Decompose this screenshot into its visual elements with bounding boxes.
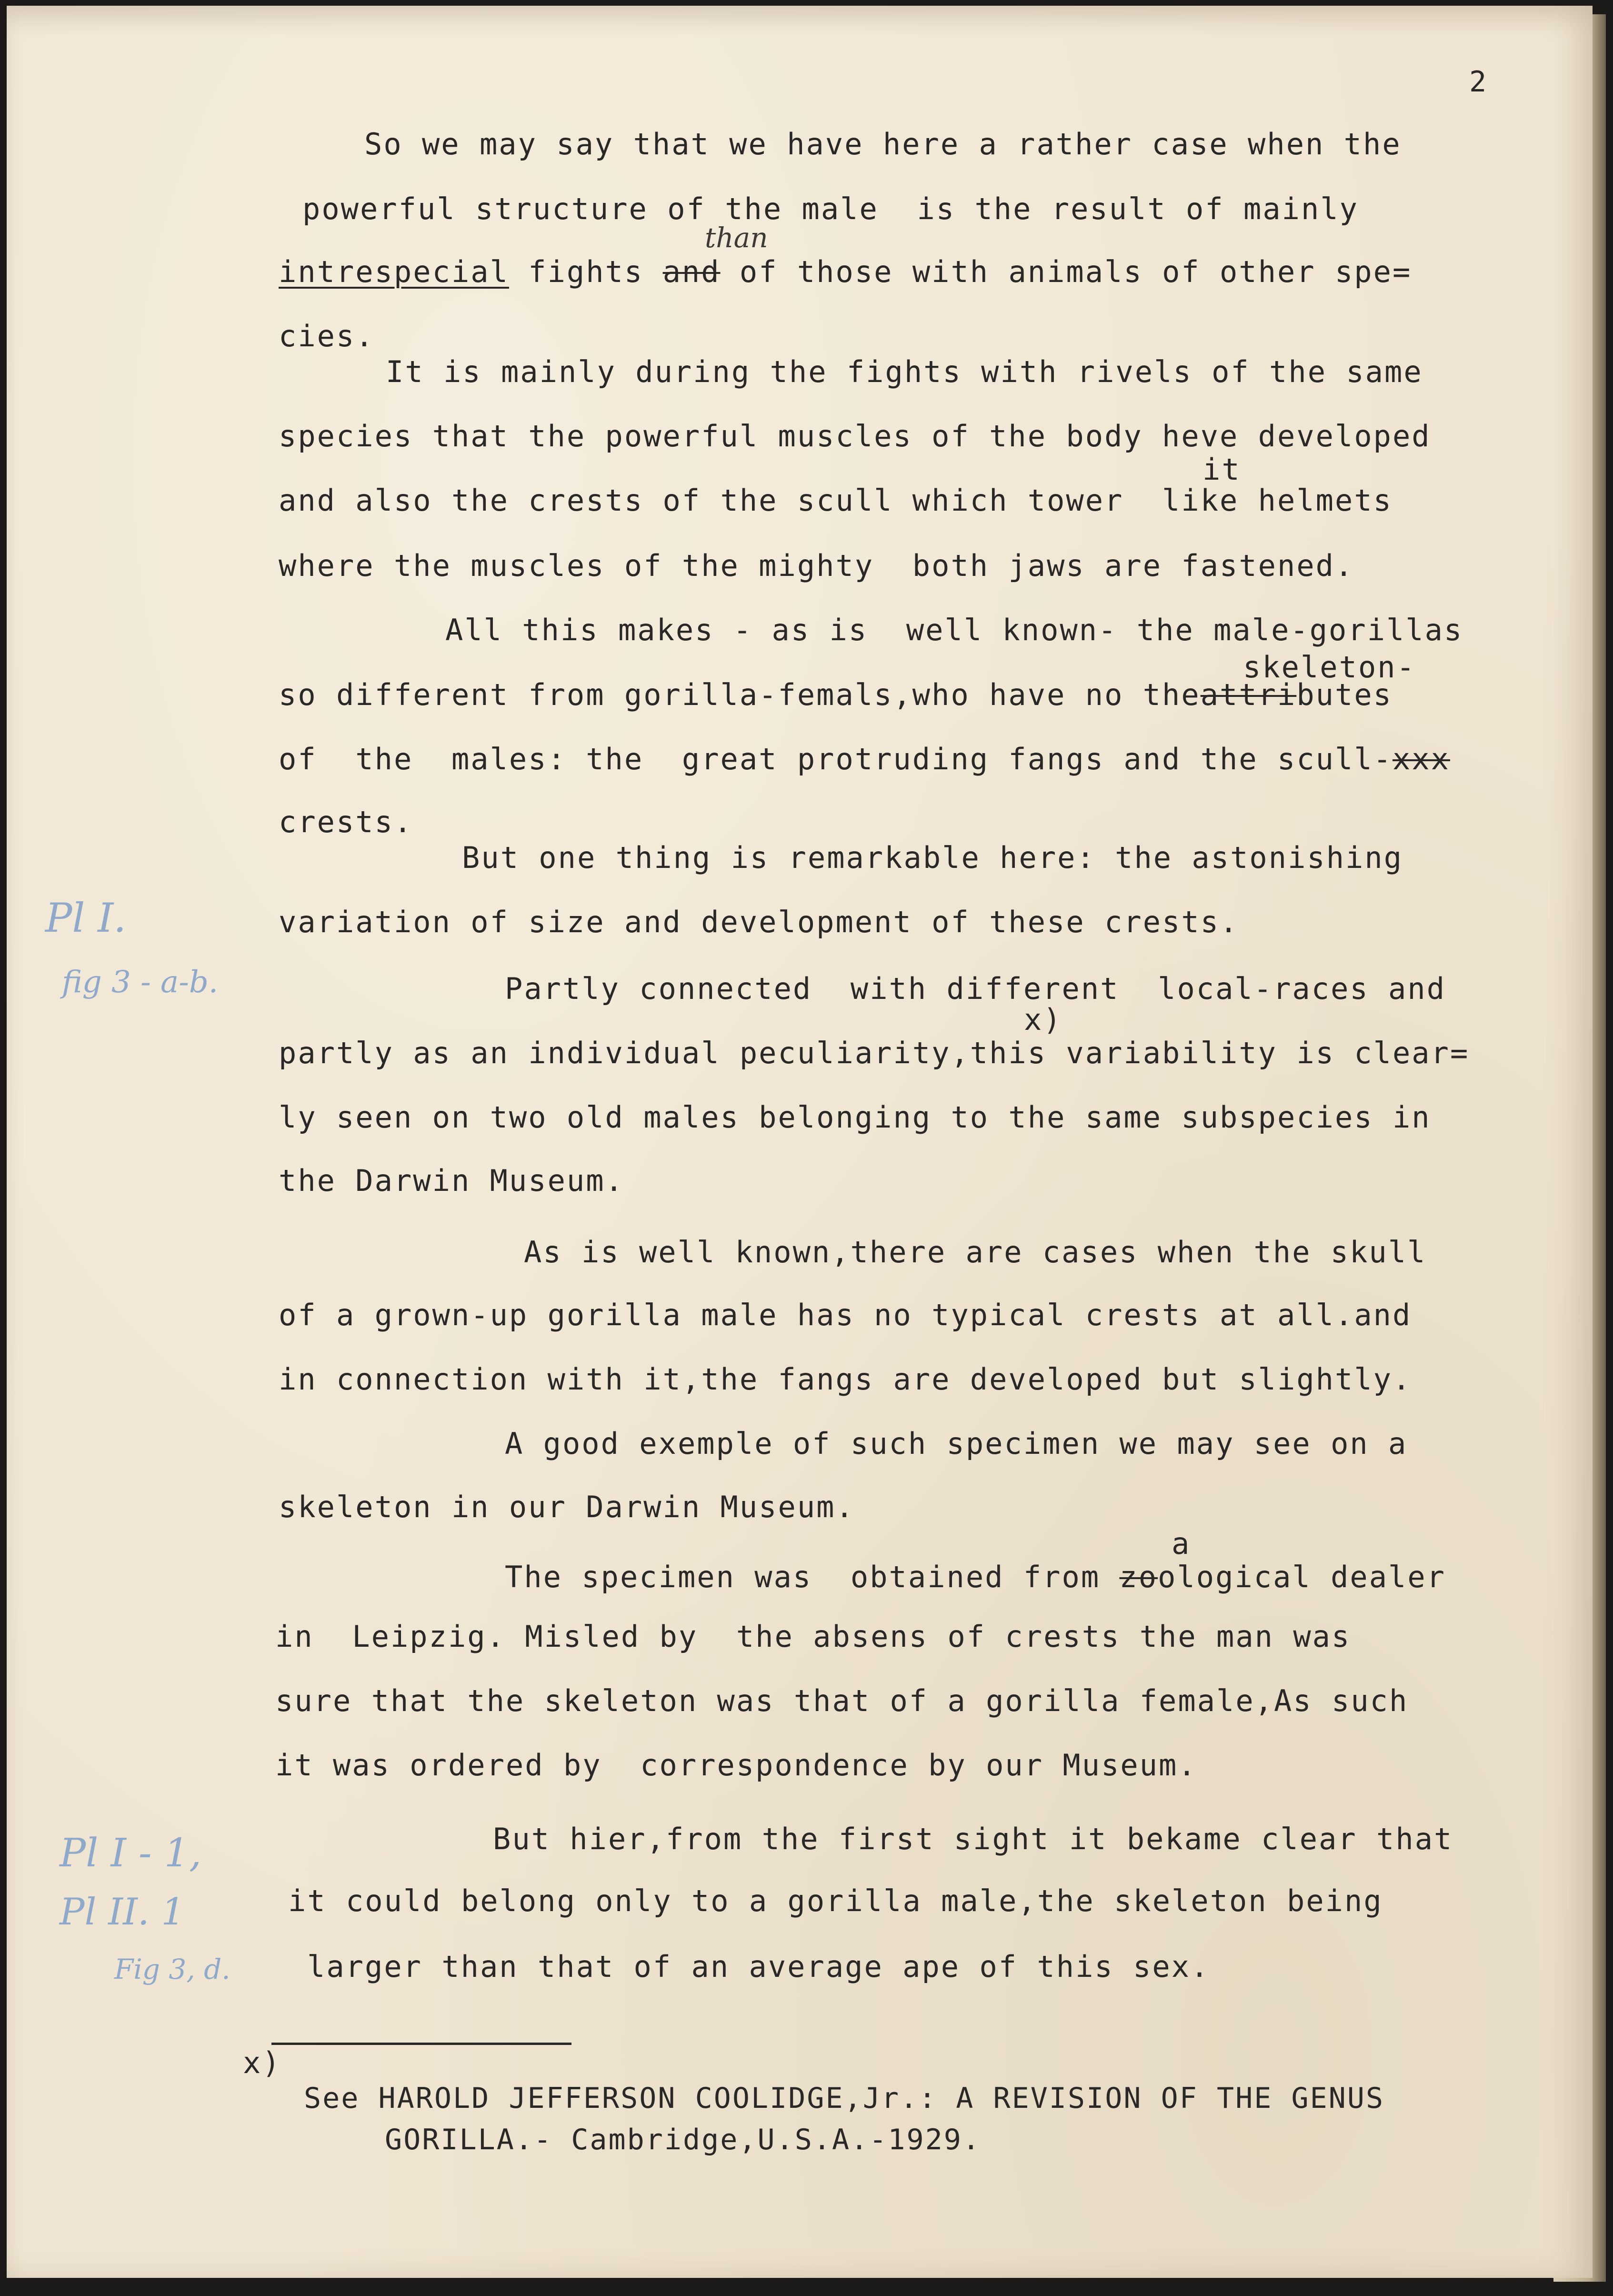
text-line: cies. xyxy=(279,319,375,353)
text-segment: butes xyxy=(1296,677,1393,712)
text-line: It is mainly during the fights with rivels of the same xyxy=(386,354,1423,389)
margin-note: Pl II. 1 xyxy=(60,1891,185,1933)
footnote-reference: x) xyxy=(1024,1002,1062,1037)
text-line: sure that the skeleton was that of a gorilla female,As such xyxy=(275,1683,1409,1718)
text-line xyxy=(279,742,1450,776)
text-line: crests. xyxy=(279,805,413,839)
struck-word: xxx xyxy=(1392,742,1450,776)
text-line: But hier,from the first sight it bekame clear that xyxy=(493,1822,1453,1856)
text-segment: ological dealer xyxy=(1158,1560,1446,1594)
margin-note: fig 3 - a-b. xyxy=(62,965,219,1000)
struck-word: and xyxy=(662,254,721,289)
text-line: of a grown-up gorilla male has no typical crests at all.and xyxy=(279,1298,1412,1332)
text-line xyxy=(279,254,1412,289)
text-line: larger than that of an average ape of this sex. xyxy=(307,1949,1210,1984)
text-line: So we may say that we have here a rather case when the xyxy=(364,127,1402,161)
text-segment: fights xyxy=(509,254,663,289)
text-line xyxy=(279,677,1393,712)
typed-insertion: a xyxy=(1172,1526,1191,1561)
typed-insertion: skeleton- xyxy=(1243,650,1416,685)
text-line: As is well known,there are cases when the skull xyxy=(524,1235,1427,1269)
text-segment: of the males: the great protruding fangs and the scull- xyxy=(279,742,1393,776)
text-segment: of those with animals of other spe= xyxy=(720,254,1412,289)
text-line: powerful structure of the male is the result of mainly xyxy=(302,191,1359,226)
footnote-line: See HAROLD JEFFERSON COOLIDGE,Jr.: A REVISION OF THE GENUS xyxy=(304,2082,1385,2115)
text-line: All this makes - as is well known- the male-gorillas xyxy=(445,613,1463,647)
typewritten-page xyxy=(7,6,1593,2278)
text-segment: so different from gorilla-femals,who have no the xyxy=(279,677,1201,712)
footnote-rule xyxy=(271,2043,571,2045)
text-line: ly seen on two old males belonging to the same subspecies in xyxy=(279,1100,1431,1135)
text-line: species that the powerful muscles of the body heve developed xyxy=(279,419,1431,453)
margin-note: Fig 3, d. xyxy=(114,1953,230,1985)
text-line: skeleton in our Darwin Museum. xyxy=(279,1490,855,1524)
typed-insertion: it xyxy=(1202,452,1241,487)
text-line: in connection with it,the fangs are developed but slightly. xyxy=(279,1362,1412,1397)
text-line: it was ordered by correspondence by our Museum. xyxy=(275,1748,1197,1782)
text-line: it could belong only to a gorilla male,the skeleton being xyxy=(288,1883,1383,1918)
struck-word: zo xyxy=(1119,1560,1158,1594)
text-line: But one thing is remarkable here: the astonishing xyxy=(462,840,1403,875)
text-line: in Leipzig. Misled by the absens of crests the man was xyxy=(275,1619,1351,1654)
text-line: Partly connected with different local-races and xyxy=(505,971,1446,1006)
struck-word: attri xyxy=(1200,677,1297,712)
text-line: the Darwin Museum. xyxy=(279,1163,624,1198)
text-line: variation of size and development of these crests. xyxy=(279,905,1239,939)
text-line: and also the crests of the scull which tower like helmets xyxy=(279,483,1393,518)
underlined-word: intrespecial xyxy=(279,254,509,289)
text-line: A good exemple of such specimen we may see on a xyxy=(505,1426,1408,1461)
text-line: partly as an individual peculiarity,this variability is clear= xyxy=(279,1036,1470,1070)
text-segment: The specimen was obtained from xyxy=(505,1560,1120,1594)
footnote-line: GORILLA.- Cambridge,U.S.A.-1929. xyxy=(385,2123,981,2156)
page-number: 2 xyxy=(1469,65,1488,99)
footnote-marker: x) xyxy=(243,2045,281,2080)
text-line xyxy=(505,1562,1446,1592)
margin-note: Pl I. xyxy=(45,895,126,941)
margin-note: Pl I - 1, xyxy=(60,1831,201,1876)
text-line: where the muscles of the mighty both jaws are fastened. xyxy=(279,548,1354,583)
handwritten-insertion: than xyxy=(705,222,768,254)
